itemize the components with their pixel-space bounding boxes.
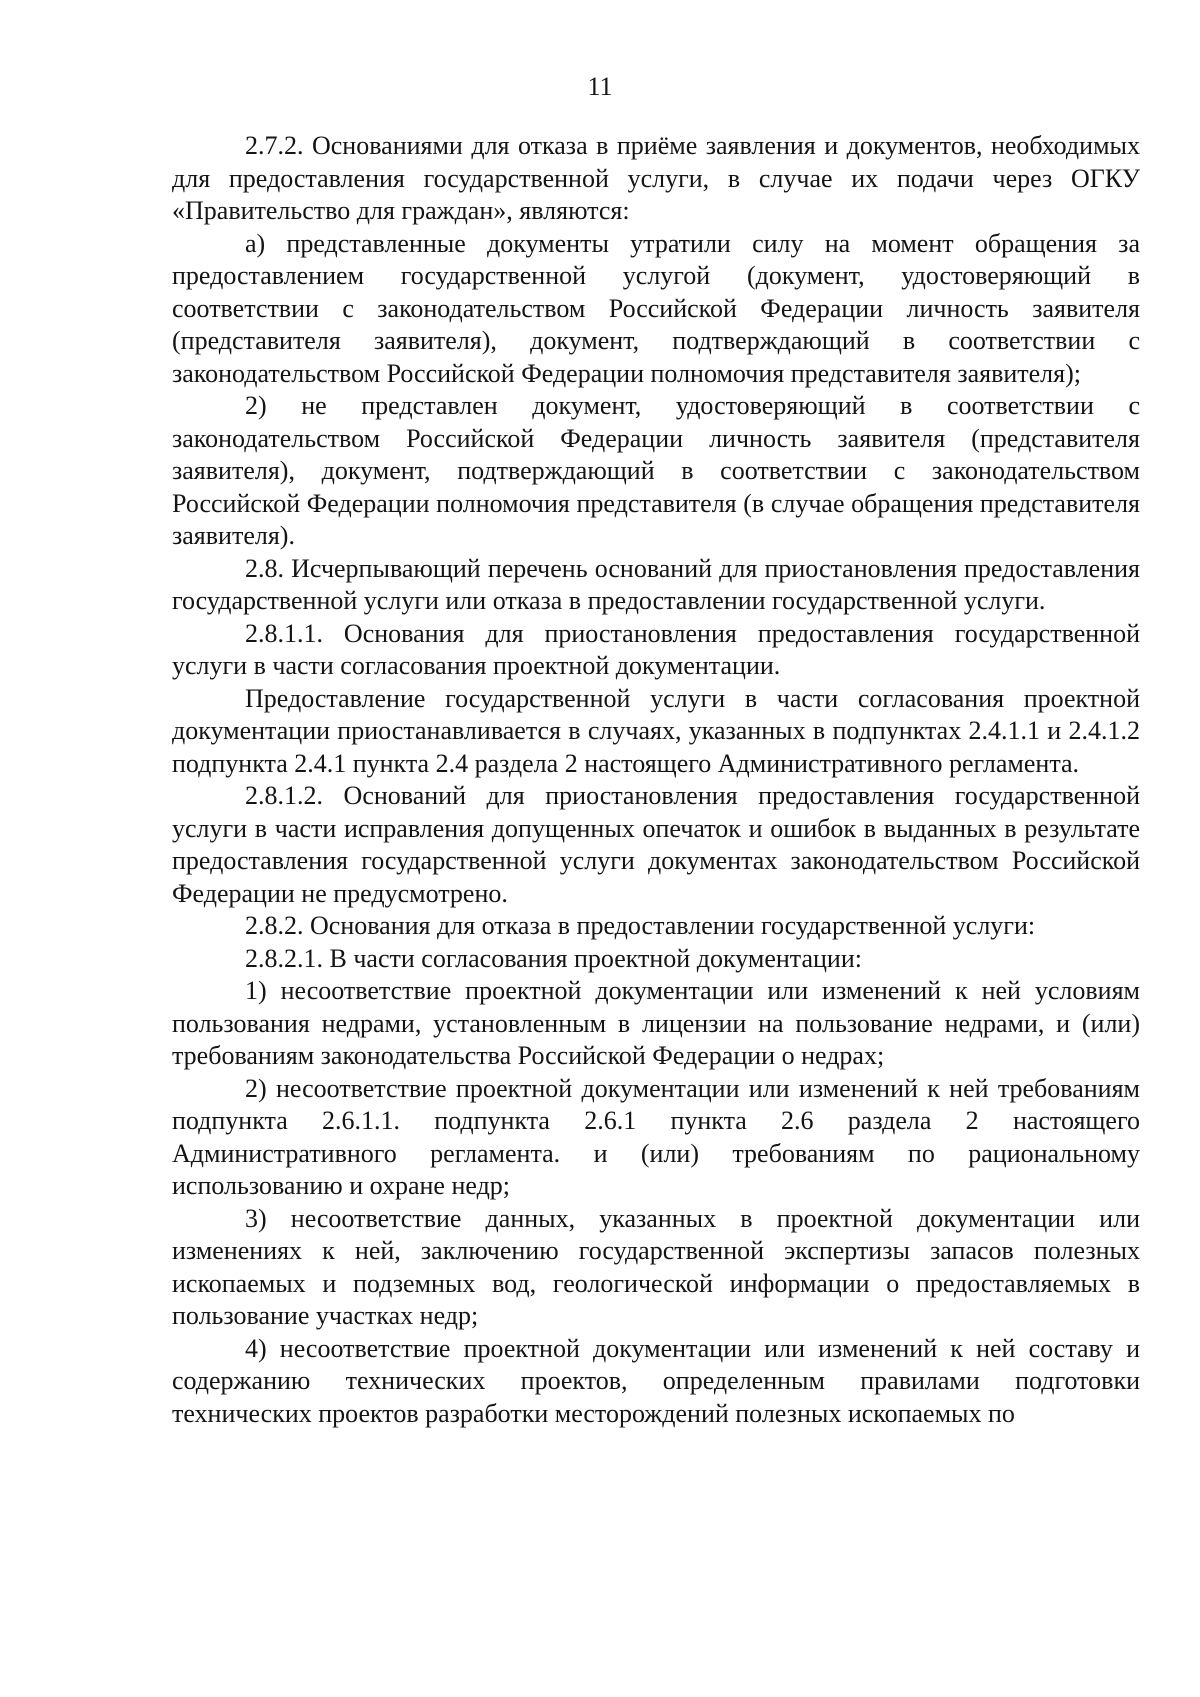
paragraph: 2) несоответствие проектной документации или изменений к ней требованиям подпункта 2.6.1.1. подпункта 2.6.1 пункта 2.6 раздела 2 настоящего Административного регламента. и (или) требованиям по рациональному использованию и охране недр;: [172, 1073, 1140, 1200]
paragraph: 2.8.2.1. В части согласования проектной документации:: [245, 943, 862, 973]
paragraph: Предоставление государственной услуги в части согласования проектной документации приостанавливается в случаях, указанных в подпунктах 2.4.1.1 и 2.4.1.2 подпункта 2.4.1 пункта 2.4 раздела 2 настоящего Административного регламента.: [172, 683, 1140, 778]
page-number: 11: [587, 72, 613, 101]
paragraph: 2.7.2. Основаниями для отказа в приёме заявления и документов, необходимых для предоставления государственной услуги, в случае их подачи через ОГКУ «Правительство для граждан», являются:: [172, 131, 1140, 225]
paragraph: а) представленные документы утратили силу на момент обращения за предоставлением государственной услугой (документ, удостоверяющий в соответствии с законодательством Российской Федерации личность заявителя (представителя заявителя), документ, подтверждающий в соответствии с законодательством Российской Федерации полномочия представителя заявителя);: [172, 228, 1140, 388]
paragraph: 2) не представлен документ, удостоверяющий в соответствии с законодательством Российской Федерации личность заявителя (представителя заявителя), документ, подтверждающий в соответствии с законодательством Российской Федерации полномочия представителя (в случае обращения представителя заявителя).: [172, 391, 1140, 550]
paragraph: 4) несоответствие проектной документации или изменений к ней составу и содержанию технических проектов, определенным правилами подготовки технических проектов разработки месторождений полезных ископаемых по: [172, 1333, 1140, 1428]
paragraph: 1) несоответствие проектной документации или изменений к ней условиям пользования недрами, установленным в лицензии на пользование недрами, и (или) требованиям законодательства Российской Федерации о недрах;: [172, 976, 1140, 1070]
paragraph: 2.8.1.2. Оснований для приостановления предоставления государственной услуги в части исправления допущенных опечаток и ошибок в выданных в результате предоставления государственной услуги документах законодательством Российской Федерации не предусмотрено.: [172, 781, 1140, 908]
paragraph: 3) несоответствие данных, указанных в проектной документации или изменениях к ней, заключению государственной экспертизы запасов полезных ископаемых и подземных вод, геологической информации о предоставляемых в пользование участках недр;: [172, 1203, 1140, 1330]
paragraph: 2.8. Исчерпывающий перечень оснований для приостановления предоставления государственной услуги или отказа в предоставлении государственной услуги.: [172, 553, 1140, 615]
paragraph: 2.8.2. Основания для отказа в предоставлении государственной услуги:: [245, 911, 1036, 940]
document-body: [172, 130, 1140, 1430]
paragraph: 2.8.1.1. Основания для приостановления предоставления государственной услуги в части согласования проектной документации.: [172, 618, 1140, 680]
